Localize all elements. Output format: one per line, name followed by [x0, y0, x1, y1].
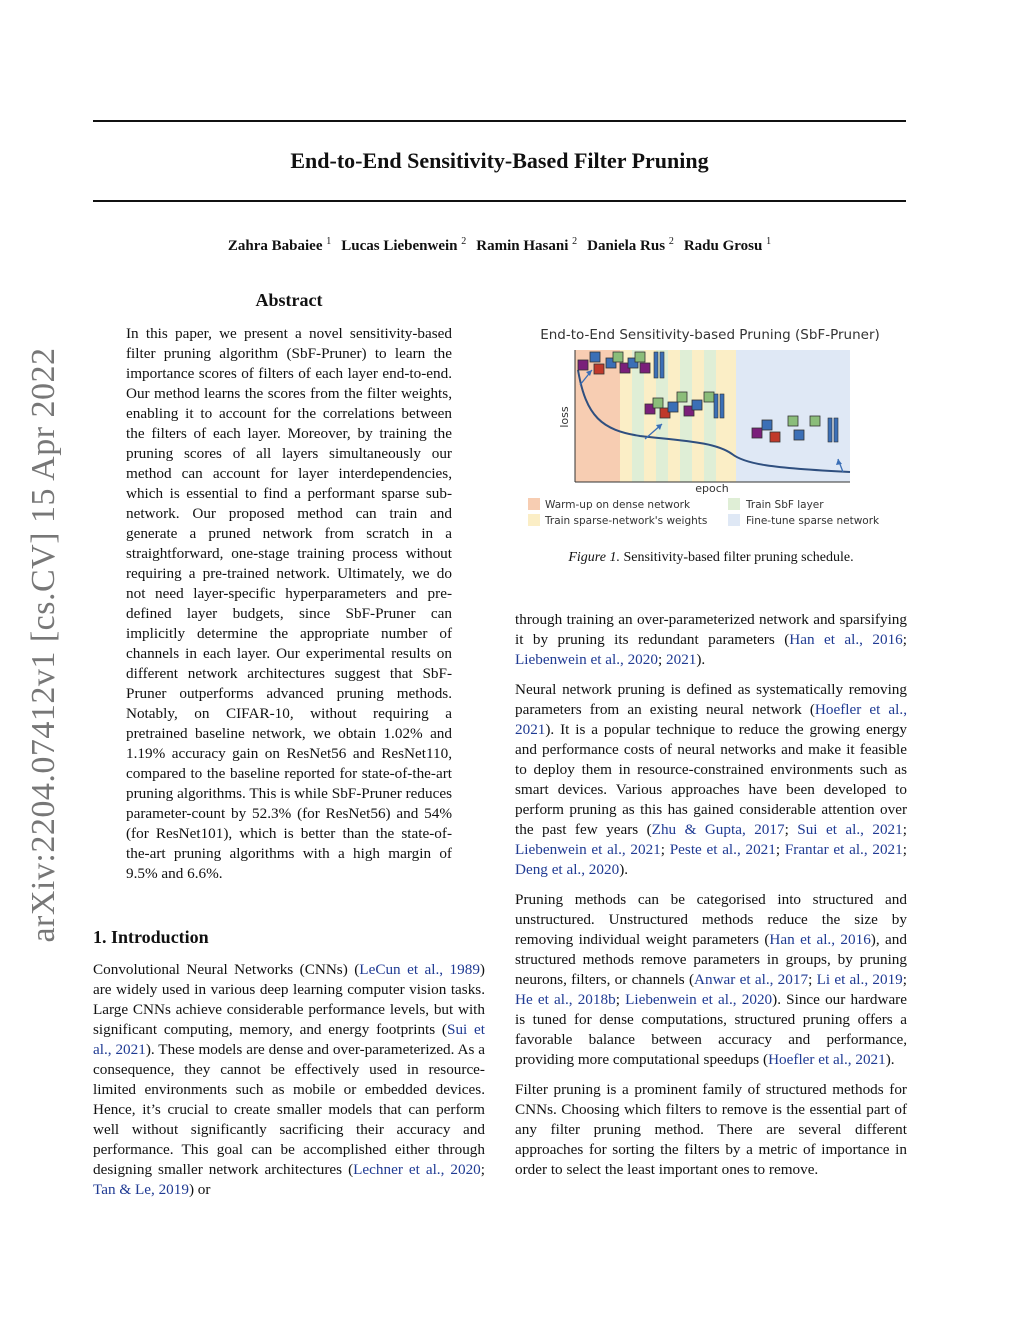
figure-caption-text: Sensitivity-based filter pruning schedule. [623, 550, 854, 565]
legend-label-sbf: Train SbF layer [746, 499, 824, 511]
paragraph-text: Filter pruning is a prominent family of structured methods for CNNs. Choosing which filters to remove is the essential part of any filter pruning method. There are several different approaches for sorting the filters by a metric of importance in order to select the least important ones to remove. [515, 1081, 907, 1178]
filter-square [762, 420, 772, 430]
layer-bar [714, 394, 718, 418]
abstract-body: In this paper, we present a novel sensitivity-based filter pruning algorithm (SbF-Pruner) to learn the importance scores of filters of each layer end-to-end. Our method learns the scores from the filter weights, enabling it to account for the correlations between the filters of each layer. Moreover, by training the pruning scores of all layers simultaneously our method can account for layer interdependencies, which is essential to find a performant sparse sub-network. Our proposed method can train and generate a pruned network from scratch in a straightforward, one-stage training process without requiring a pre-trained network. Ultimately, we do not need layer-specific hyperparameters and pre-defined layer budgets, since SbF-Pruner can implicitly determine the appropriate number of channels in each layer. Our experimental results on different network architectures suggest that SbF-Pruner outperforms advanced pruning methods. Notably, on CIFAR-10, without requiring a pretrained baseline network, we obtain 1.02% and 1.19% accuracy gain on ResNet56 and ResNet110, compared to the baseline reported for state-of-the-art pruning algorithms. This is while SbF-Pruner reduces parameter-count by 52.3% (for ResNet56) and 54% (for ResNet101), which is better than the state-of-the-art pruning algorithms with a high margin of 9.5% and 6.6%. [126, 325, 452, 882]
filter-square [668, 402, 678, 412]
paragraph-text: ). [696, 651, 706, 668]
author-affiliation: 1 [766, 236, 772, 247]
paragraph-text: through training an over-parameterized network and sparsifying it by pruning its redundant parameters ( [515, 611, 907, 648]
filter-square [770, 432, 780, 442]
y-axis-label: loss [558, 406, 571, 428]
legend-swatch-sparse [528, 514, 540, 526]
paragraph-text: ; [657, 651, 666, 668]
paragraph-text: ). [619, 861, 629, 878]
legend-swatch-finetune [728, 514, 740, 526]
citation-link[interactable]: Han et al., 2016 [769, 931, 871, 948]
legend-label-warmup: Warm-up on dense network [545, 499, 691, 511]
paragraph-text: ; [902, 631, 907, 648]
filter-square [653, 398, 663, 408]
citation-link[interactable]: Li et al., 2019 [816, 971, 903, 988]
author-list [93, 236, 906, 255]
layer-bar [720, 394, 724, 418]
filter-square [810, 416, 820, 426]
paragraph-text: ; [615, 991, 626, 1008]
paragraph-text: ), and structured methods remove parameters in groups, by pruning neurons, filters, or channels ( [515, 931, 907, 988]
figure-caption [515, 550, 907, 566]
filter-square [594, 364, 604, 374]
paragraph-text: ) are widely used in various deep learning computer vision tasks. Large CNNs achieve considerable performance levels, but with significant computing, memory, and energy footprints ( [93, 961, 485, 1038]
paragraph-text: ; [902, 821, 907, 838]
citation-link[interactable]: Tan & Le, 2019 [93, 1181, 189, 1198]
paragraph-text: ; [902, 971, 907, 988]
filter-square [590, 352, 600, 362]
author-affiliation: 2 [668, 236, 674, 247]
citation-link[interactable]: Sui et al., 2021 [93, 1021, 485, 1058]
arxiv-stamp: arXiv:2204.07412v1 [cs.CV] 15 Apr 2022 [25, 347, 62, 943]
phase-sparse-band [716, 350, 736, 482]
citation-link[interactable]: LeCun et al., 1989 [359, 961, 480, 978]
paragraph-text: ). [885, 1051, 895, 1068]
filter-square [794, 430, 804, 440]
paragraph-text: ). Since our hardware is tuned for dense computations, structured pruning offers a favorable balance between accuracy and performance, providing more computational speedups ( [515, 991, 907, 1068]
right-paragraph-4 [515, 1080, 907, 1180]
right-column [515, 610, 907, 1190]
figure-1 [520, 322, 900, 542]
author-name: Lucas Liebenwein $^2$ [341, 236, 467, 254]
title-bottom-rule [93, 200, 906, 202]
paragraph-text: ; [660, 841, 670, 858]
citation-link[interactable]: Frantar et al., 2021 [784, 841, 903, 858]
filter-square [635, 352, 645, 362]
author-affiliation: 1 [326, 236, 332, 247]
top-rule [93, 120, 906, 122]
legend-swatch-sbf [728, 498, 740, 510]
author-affiliation: 2 [461, 236, 467, 247]
filter-square [640, 363, 650, 373]
filter-square [704, 392, 714, 402]
paragraph-text: ). It is a popular technique to reduce the growing energy and performance costs of neural networks and make it feasible to deploy them in resource-constrained environments such as smart devices. Various approaches have been developed to perform pruning as this has gained considerable attention over the past few years ( [515, 721, 907, 838]
paragraph-text: ; [784, 821, 798, 838]
citation-link[interactable]: Liebenwein et al., 2021 [515, 841, 661, 858]
filter-square [578, 360, 588, 370]
author-name: Ramin Hasani $^2$ [476, 236, 578, 254]
citation-link[interactable]: Liebenwein et al., 2020 [515, 651, 658, 668]
paper-title: End-to-End Sensitivity-Based Filter Pruning [290, 148, 709, 173]
citation-link[interactable]: Han et al., 2016 [789, 631, 903, 648]
layer-bar [660, 352, 664, 378]
right-paragraph-3 [515, 890, 907, 1070]
citation-link[interactable]: He et al., 2018b [515, 991, 616, 1008]
paragraph-text: ; [480, 1161, 485, 1178]
x-axis-label: epoch [695, 482, 729, 495]
citation-link[interactable]: Peste et al., 2021 [669, 841, 776, 858]
author-name: Radu Grosu $^1$ [683, 236, 772, 254]
citation-link[interactable]: Lechner et al., 2020 [353, 1161, 481, 1178]
citation-link[interactable]: Liebenwein et al., 2020 [625, 991, 773, 1008]
figure-caption-label: Figure 1. [568, 550, 620, 565]
filter-square [752, 428, 762, 438]
paragraph-text: Convolutional Neural Networks (CNNs) ( [93, 961, 360, 978]
layer-bar [828, 418, 832, 442]
section-heading-introduction: 1. Introduction [93, 927, 209, 947]
filter-square [788, 416, 798, 426]
filter-square [613, 352, 623, 362]
right-paragraph-2 [515, 680, 907, 880]
paragraph-text: ; [902, 841, 907, 858]
citation-link[interactable]: Deng et al., 2020 [515, 861, 620, 878]
citation-link[interactable]: Anwar et al., 2017 [694, 971, 809, 988]
author-name: Zahra Babaiee $^1$ [227, 236, 332, 254]
figure-title: End-to-End Sensitivity-based Pruning (SbF-Pruner) [540, 327, 880, 343]
citation-link[interactable]: Hoefler et al., 2021 [768, 1051, 886, 1068]
paragraph-text: ; [808, 971, 817, 988]
citation-link[interactable]: Sui et al., 2021 [797, 821, 903, 838]
paragraph-text: Neural network pruning is defined as systematically removing parameters from an existing neural network ( [515, 681, 907, 718]
paragraph-text: ; [775, 841, 785, 858]
abstract-heading: Abstract [255, 290, 323, 310]
author-name: Daniela Rus $^2$ [587, 236, 674, 254]
paragraph-text: Pruning methods can be categorised into structured and unstructured. Unstructured methods reduce the size by removing individual weight parameters ( [515, 891, 907, 948]
citation-link[interactable]: 2021 [666, 651, 697, 668]
legend-label-sparse: Train sparse-network's weights [545, 515, 708, 527]
citation-link[interactable]: Hoefler et al., 2021 [515, 701, 907, 738]
intro-paragraph [93, 960, 485, 1200]
paragraph-text: ). These models are dense and over-parameterized. As a consequence, they cannot be effectively used in resource-limited environments such as mobile or embedded devices. Hence, it’s crucial to create smaller models that can perform well without significantly sacrificing their accuracy and performance. This goal can be accomplished either through designing smaller network architectures ( [93, 1041, 485, 1178]
paragraph-text: ) or [188, 1181, 211, 1198]
layer-bar [834, 418, 838, 442]
legend-swatch-warmup [528, 498, 540, 510]
filter-square [692, 400, 702, 410]
right-paragraph-1 [515, 610, 907, 670]
layer-bar [654, 352, 658, 378]
legend-label-finetune: Fine-tune sparse network [746, 515, 880, 527]
citation-link[interactable]: Zhu & Gupta, 2017 [651, 821, 785, 838]
author-affiliation: 2 [572, 236, 578, 247]
filter-square [677, 392, 687, 402]
